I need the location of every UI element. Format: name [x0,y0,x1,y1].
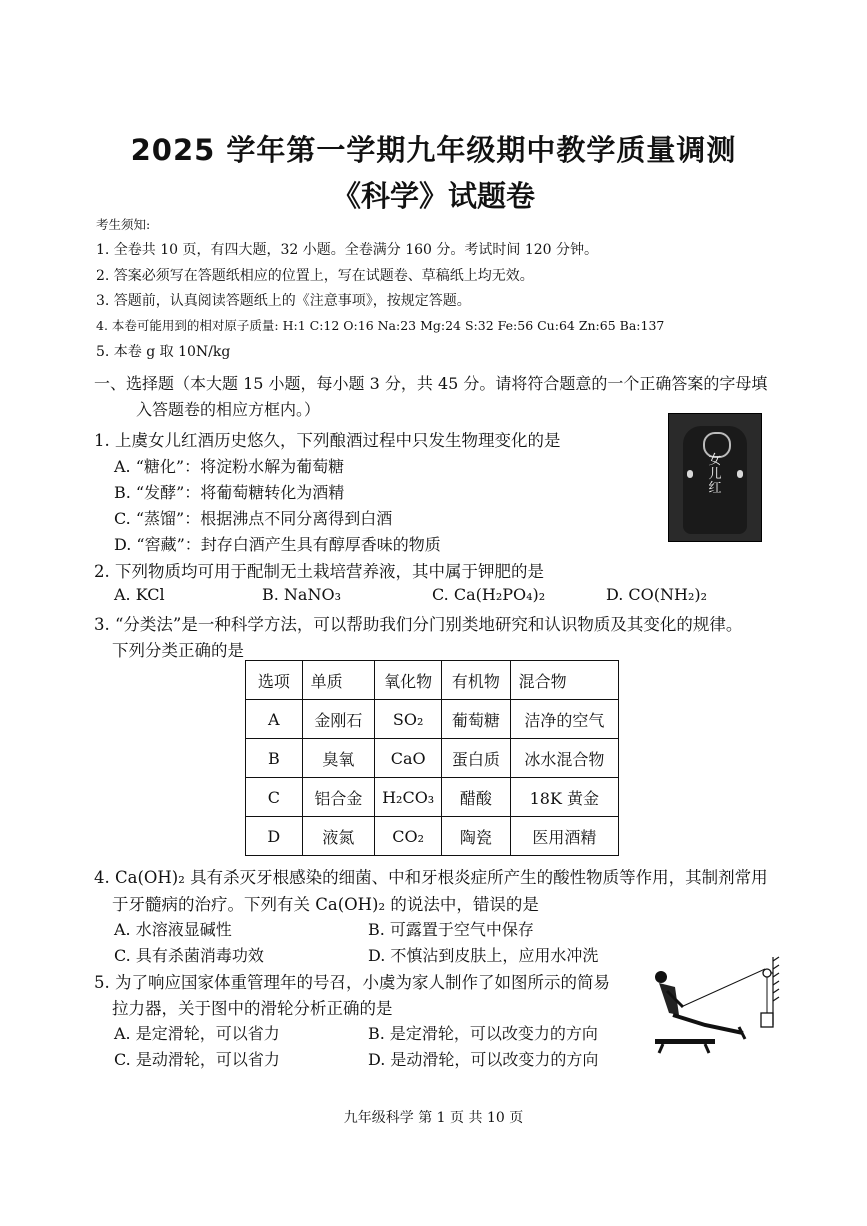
question-2-option-a: A. KCl [114,585,165,604]
table-header-cell: 单质 [302,661,375,700]
question-2-option-b: B. NaNO₃ [262,585,341,604]
question-1-option-c: C. “蒸馏”：根据沸点不同分离得到白酒 [114,509,393,528]
question-5-stem-cont: 拉力器，关于图中的滑轮分析正确的是 [112,999,393,1018]
question-3-stem: 3. “分类法”是一种科学方法，可以帮助我们分门别类地研究和认识物质及其变化的规律。 [94,615,743,634]
pulley-wheel [763,969,771,977]
notice-heading: 考生须知: [96,217,151,232]
wine-jar-photo [668,413,762,542]
notice-item-3: 3. 答题前，认真阅读答题纸上的《注意事项》，按规定答题。 [96,293,471,309]
notice-item-4: 4. 本卷可能用到的相对原子质量: H:1 C:12 O:16 Na:23 Mg:24 S:32 Fe:56 Cu:64 Zn:65 Ba:137 [96,318,665,333]
question-4-option-c: C. 具有杀菌消毒功效 [114,946,264,965]
pulley-exerciser-figure [645,955,785,1055]
question-5-option-c: C. 是动滑轮，可以省力 [114,1050,280,1069]
question-5-option-a: A. 是定滑轮，可以省力 [114,1024,280,1043]
question-2-option-c: C. Ca(H₂PO₄)₂ [432,585,546,604]
jar-label: 女儿红 [708,453,722,496]
table-header-cell: 氧化物 [375,661,442,700]
table-row [246,700,619,739]
exam-subtitle: 《科学》试题卷 [331,179,535,213]
table-row [246,778,619,817]
notice-item-2: 2. 答案必须写在答题纸相应的位置上，写在试题卷、草稿纸上均无效。 [96,268,534,284]
question-4-stem: 4. Ca(OH)₂ 具有杀灭牙根感染的细菌、中和牙根炎症所产生的酸性物质等作用，其制剂常用 [94,868,768,887]
question-1-option-b: B. “发酵”：将葡萄糖转化为酒精 [114,483,345,502]
table-cell: SO₂ [375,700,442,739]
question-2-stem: 2. 下列物质均可用于配制无土栽培营养液，其中属于钾肥的是 [94,562,544,581]
question-4-option-b: B. 可露置于空气中保存 [368,920,534,939]
table-cell: A [246,700,303,739]
table-cell: B [246,739,303,778]
table-cell: 18K 黄金 [510,778,618,817]
question-3-stem-cont: 下列分类正确的是 [112,641,244,660]
question-2-option-d: D. CO(NH₂)₂ [606,585,708,604]
question-1-stem: 1. 上虞女儿红酒历史悠久，下列酿酒过程中只发生物理变化的是 [94,431,561,450]
table-header-row [246,661,619,700]
bench-leg [659,1044,663,1053]
table-cell: CO₂ [375,817,442,856]
person-legs [673,1015,743,1033]
table-header-cell: 混合物 [510,661,618,700]
exam-title: 2025 学年第一学期九年级期中教学质量调测 [130,133,737,167]
notice-item-5: 5. 本卷 g 取 10N/kg [96,344,231,360]
table-row [246,739,619,778]
classification-table [245,660,619,856]
table-cell: 醋酸 [442,778,511,817]
bench [655,1039,715,1044]
table-cell: D [246,817,303,856]
question-4-option-d: D. 不慎沾到皮肤上，应用水冲洗 [368,946,599,965]
section-1-heading-cont: 入答题卷的相应方框内。） [136,400,321,419]
table-header-cell: 选项 [246,661,303,700]
rope [681,969,765,1007]
question-5-option-b: B. 是定滑轮，可以改变力的方向 [368,1024,598,1043]
page-footer: 九年级科学 第 1 页 共 10 页 [343,1110,524,1126]
weight-block [761,1013,773,1027]
table-cell: 铝合金 [302,778,375,817]
table-cell: 冰水混合物 [510,739,618,778]
notice-item-1: 1. 全卷共 10 页，有四大题，32 小题。全卷满分 160 分。考试时间 120 分钟。 [96,242,599,258]
question-4-option-a: A. 水溶液显碱性 [114,920,232,939]
table-cell: 洁净的空气 [510,700,618,739]
table-cell: 陶瓷 [442,817,511,856]
table-cell: 医用酒精 [510,817,618,856]
bench-leg [705,1044,709,1053]
table-header-cell: 有机物 [442,661,511,700]
question-1-option-d: D. “窖藏”：封存白酒产生具有醇厚香味的物质 [114,535,441,554]
table-cell: 蛋白质 [442,739,511,778]
table-cell: 液氮 [302,817,375,856]
question-4-stem-cont: 于牙髓病的治疗。下列有关 Ca(OH)₂ 的说法中，错误的是 [112,895,539,914]
table-row [246,817,619,856]
table-cell: 臭氧 [302,739,375,778]
question-5-option-d: D. 是动滑轮，可以改变力的方向 [368,1050,599,1069]
table-cell: 金刚石 [302,700,375,739]
question-5-stem: 5. 为了响应国家体重管理年的号召，小虞为家人制作了如图所示的简易 [94,973,610,992]
wall [773,957,779,1025]
jar-decoration [737,470,743,478]
person-head [655,971,667,983]
section-1-heading: 一、选择题（本大题 15 小题，每小题 3 分，共 45 分。请将符合题意的一个正确答案的字母填 [94,374,768,393]
table-cell: H₂CO₃ [375,778,442,817]
question-1-option-a: A. “糖化”：将淀粉水解为葡萄糖 [114,457,345,476]
table-cell: C [246,778,303,817]
table-cell: CaO [375,739,442,778]
table-cell: 葡萄糖 [442,700,511,739]
jar-decoration [687,470,693,478]
